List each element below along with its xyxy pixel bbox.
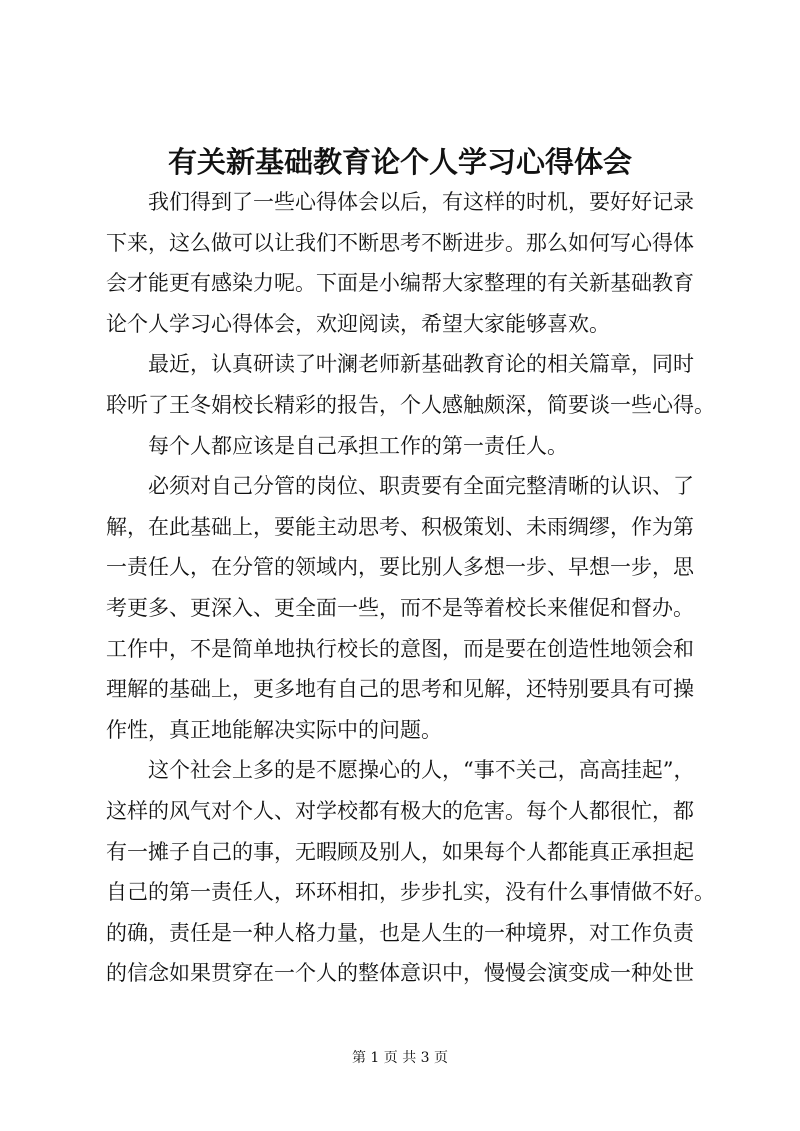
body-line: 论个人学习心得体会，欢迎阅读，希望大家能够喜欢。 <box>106 311 610 336</box>
document-title: 有关新基础教育论个人学习心得体会 <box>167 145 632 179</box>
body-line: 每个人都应该是自己承担工作的第一责任人。 <box>148 433 568 458</box>
body-line: 一责任人，在分管的领域内，要比别人多想一步、早想一步，思 <box>106 555 694 580</box>
body-line: 的确，责任是一种人格力量，也是人生的一种境界，对工作负责 <box>106 920 694 945</box>
body-line: 工作中，不是简单地执行校长的意图，而是要在创造性地领会和 <box>106 636 694 661</box>
body-line: 这样的风气对个人、对学校都有极大的危害。每个人都很忙，都 <box>106 798 694 823</box>
page-footer: 第 1 页 共 3 页 <box>351 1050 449 1066</box>
body-line: 理解的基础上，更多地有自己的思考和见解，还特别要具有可操 <box>106 677 694 702</box>
body-line: 考更多、更深入、更全面一些，而不是等着校长来催促和督办。 <box>106 595 694 620</box>
body-line: 我们得到了一些心得体会以后，有这样的时机，要好好记录 <box>148 190 694 214</box>
body-line: 自己的第一责任人，环环相扣，步步扎实，没有什么事情做不好。 <box>106 880 715 905</box>
body-line: 下来，这么做可以让我们不断思考不断进步。那么如何写心得体 <box>106 230 694 255</box>
body-line: 的信念如果贯穿在一个人的整体意识中，慢慢会演变成一种处世 <box>106 961 694 986</box>
body-line: 作性，真正地能解决实际中的问题。 <box>106 717 442 742</box>
body-line: 解，在此基础上，要能主动思考、积极策划、未雨绸缪，作为第 <box>106 514 694 539</box>
body-line: 会才能更有感染力呢。下面是小编帮大家整理的有关新基础教育 <box>106 271 694 296</box>
body-line: 有一摊子自己的事，无暇顾及别人，如果每个人都能真正承担起 <box>106 839 694 864</box>
body-line: 聆听了王冬娟校长精彩的报告，个人感触颇深，简要谈一些心得。 <box>106 392 715 417</box>
body-line: 最近，认真研读了叶澜老师新基础教育论的相关篇章，同时 <box>148 352 694 377</box>
body-line: 这个社会上多的是不愿操心的人，“事不关己，高高挂起”， <box>148 758 695 783</box>
body-line: 必须对自己分管的岗位、职责要有全面完整清晰的认识、了 <box>148 474 694 499</box>
document-body <box>106 182 718 994</box>
